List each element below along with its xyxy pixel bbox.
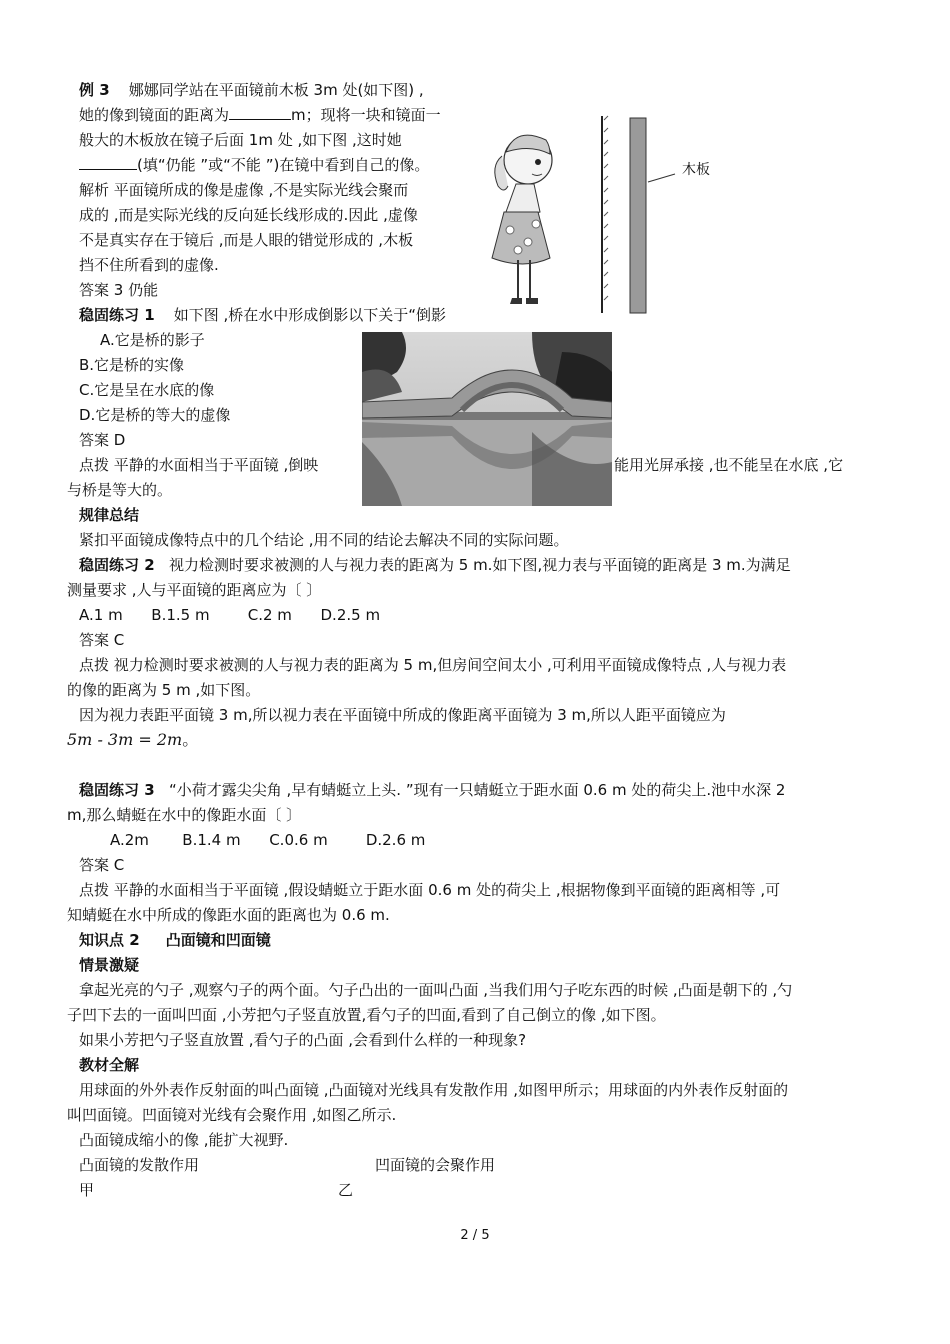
- example-3-label: 例 3: [79, 81, 110, 99]
- answer-blank-1: [229, 105, 291, 120]
- example-3-answer: 答案 3 仍能: [79, 281, 159, 299]
- practice-2-options: A.1 m B.1.5 m C.2 m D.2.5 m: [79, 606, 381, 624]
- textbook-text-2: 叫凹面镜。凹面镜对光线有会聚作用 ,如图乙所示.: [67, 1106, 397, 1124]
- example-3-l2-pre: 她的像到镜面的距离为: [79, 106, 230, 124]
- practice-2-line-2: 测量要求 ,人与平面镜的距离应为〔 〕: [67, 581, 322, 599]
- example-3-line-3: 般大的木板放在镜子后面 1m 处 ,如下图 ,这时她: [79, 131, 402, 149]
- example-3-l2-post: m；现将一块和镜面一: [291, 106, 441, 124]
- textbook-text-1: 用球面的外外表作反射面的叫凸面镜 ,凸面镜对光线具有发散作用 ,如图甲所示；用球面的内外表作反射面的: [79, 1081, 789, 1099]
- figure-label-jia: 甲: [79, 1181, 95, 1199]
- example-3-l4-post: (填“仍能 ”或“不能 ”)在镜中看到自己的像。: [137, 156, 430, 174]
- figure-label-yi: 乙: [338, 1181, 354, 1199]
- practice-3-hint-2: 知蜻蜓在水中所成的像距水面的距离也为 0.6 m.: [67, 906, 390, 924]
- practice-2-formula-line: [67, 730, 198, 750]
- practice-2-formula: 5m - 3m = 2m: [67, 730, 183, 749]
- practice-3-text: “小荷才露尖尖角 ,早有蜻蜓立上头. ”现有一只蜻蜓立于距水面 0.6 m 处的荷尖上.池中水深 2: [168, 781, 786, 799]
- practice-1-question: [79, 305, 446, 325]
- practice-1-answer: 答案 D: [79, 431, 126, 449]
- practice-3-question: [79, 780, 785, 800]
- practice-1-text: 如下图 ,桥在水中形成倒影以下关于“倒影: [173, 306, 447, 324]
- practice-1-option-d: D.它是桥的等大的虚像: [79, 406, 231, 424]
- answer-blank-2: [79, 155, 137, 170]
- practice-3-answer: 答案 C: [79, 856, 125, 874]
- practice-2-hint-3: 因为视力表距平面镜 3 m,所以视力表在平面镜中所成的像距离平面镜为 3 m,所以人距平面镜应为: [79, 706, 726, 724]
- practice-3-line-2: m,那么蜻蜓在水中的像距水面〔 〕: [67, 806, 302, 824]
- practice-2-formula-end: 。: [182, 730, 199, 749]
- practice-1-option-c: C.它是呈在水底的像: [79, 381, 215, 399]
- knowledge-point-2-title: 知识点 2 凸面镜和凹面镜: [79, 931, 271, 949]
- example-3-line-4: [79, 155, 429, 175]
- practice-2-label: 稳固练习 2: [79, 556, 155, 574]
- practice-2-text: 视力检测时要求被测的人与视力表的距离为 5 m.如下图,视力表与平面镜的距离是 3 m.为满足: [168, 556, 791, 574]
- scene-text-2: 子凹下去的一面叫凹面 ,小芳把勺子竖直放置,看勺子的凹面,看到了自己倒立的像 ,如下图。: [67, 1006, 666, 1024]
- practice-1-option-a: A.它是桥的影子: [100, 331, 205, 349]
- girl-mirror-figure: [470, 108, 710, 318]
- example-3-analysis-1: 解析 平面镜所成的像是虚像 ,不是实际光线会聚而: [79, 181, 409, 199]
- rule-summary-title: 规律总结: [79, 506, 140, 524]
- textbook-title: 教材全解: [79, 1056, 140, 1074]
- caption-concave: 凹面镜的会聚作用: [375, 1156, 496, 1174]
- example-3-analysis-4: 挡不住所看到的虚像.: [79, 256, 219, 274]
- practice-2-question: [79, 555, 791, 575]
- example-3-line-2: [79, 105, 441, 125]
- practice-3-hint-1: 点拨 平静的水面相当于平面镜 ,假设蜻蜓立于距水面 0.6 m 处的荷尖上 ,根据物像到平面镜的距离相等 ,可: [79, 881, 781, 899]
- rule-summary-text: 紧扣平面镜成像特点中的几个结论 ,用不同的结论去解决不同的实际问题。: [79, 531, 569, 549]
- scene-title: 情景激疑: [79, 956, 140, 974]
- practice-2-answer: 答案 C: [79, 631, 125, 649]
- practice-1-hint-b: 能用光屏承接 ,也不能呈在水底 ,它: [614, 456, 844, 474]
- textbook-text-3: 凸面镜成缩小的像 ,能扩大视野.: [79, 1131, 289, 1149]
- scene-text-3: 如果小芳把勺子竖直放置 ,看勺子的凸面 ,会看到什么样的一种现象?: [79, 1031, 527, 1049]
- girl-icon: [492, 135, 552, 304]
- practice-2-hint-1: 点拨 视力检测时要求被测的人与视力表的距离为 5 m,但房间空间太小 ,可利用平面镜成像特点 ,人与视力表: [79, 656, 787, 674]
- page-number: 2 / 5: [460, 1228, 490, 1243]
- example-3-analysis-2: 成的 ,而是实际光线的反向延长线形成的.因此 ,虚像: [79, 206, 418, 224]
- practice-1-hint-a: 点拨 平静的水面相当于平面镜 ,倒映: [79, 456, 319, 474]
- example-3-analysis-3: 不是真实存在于镜后 ,而是人眼的错觉形成的 ,木板: [79, 231, 414, 249]
- practice-3-options: A.2m B.1.4 m C.0.6 m D.2.6 m: [110, 831, 426, 849]
- practice-1-option-b: B.它是桥的实像: [79, 356, 185, 374]
- practice-2-hint-2: 的像的距离为 5 m ,如下图。: [67, 681, 261, 699]
- practice-3-label: 稳固练习 3: [79, 781, 155, 799]
- example-3-text: 娜娜同学站在平面镜前木板 3m 处(如下图) ,: [128, 81, 424, 99]
- bridge-photo: [362, 332, 612, 506]
- caption-convex: 凸面镜的发散作用: [79, 1156, 200, 1174]
- example-3-line-1: [79, 80, 424, 100]
- practice-1-hint-c: 与桥是等大的。: [67, 481, 173, 499]
- scene-text-1: 拿起光亮的勺子 ,观察勺子的两个面。勺子凸出的一面叫凸面 ,当我们用勺子吃东西的时候 ,凸面是朝下的 ,勺: [79, 981, 793, 999]
- board-label: 木板: [682, 162, 710, 178]
- practice-1-label: 稳固练习 1: [79, 306, 155, 324]
